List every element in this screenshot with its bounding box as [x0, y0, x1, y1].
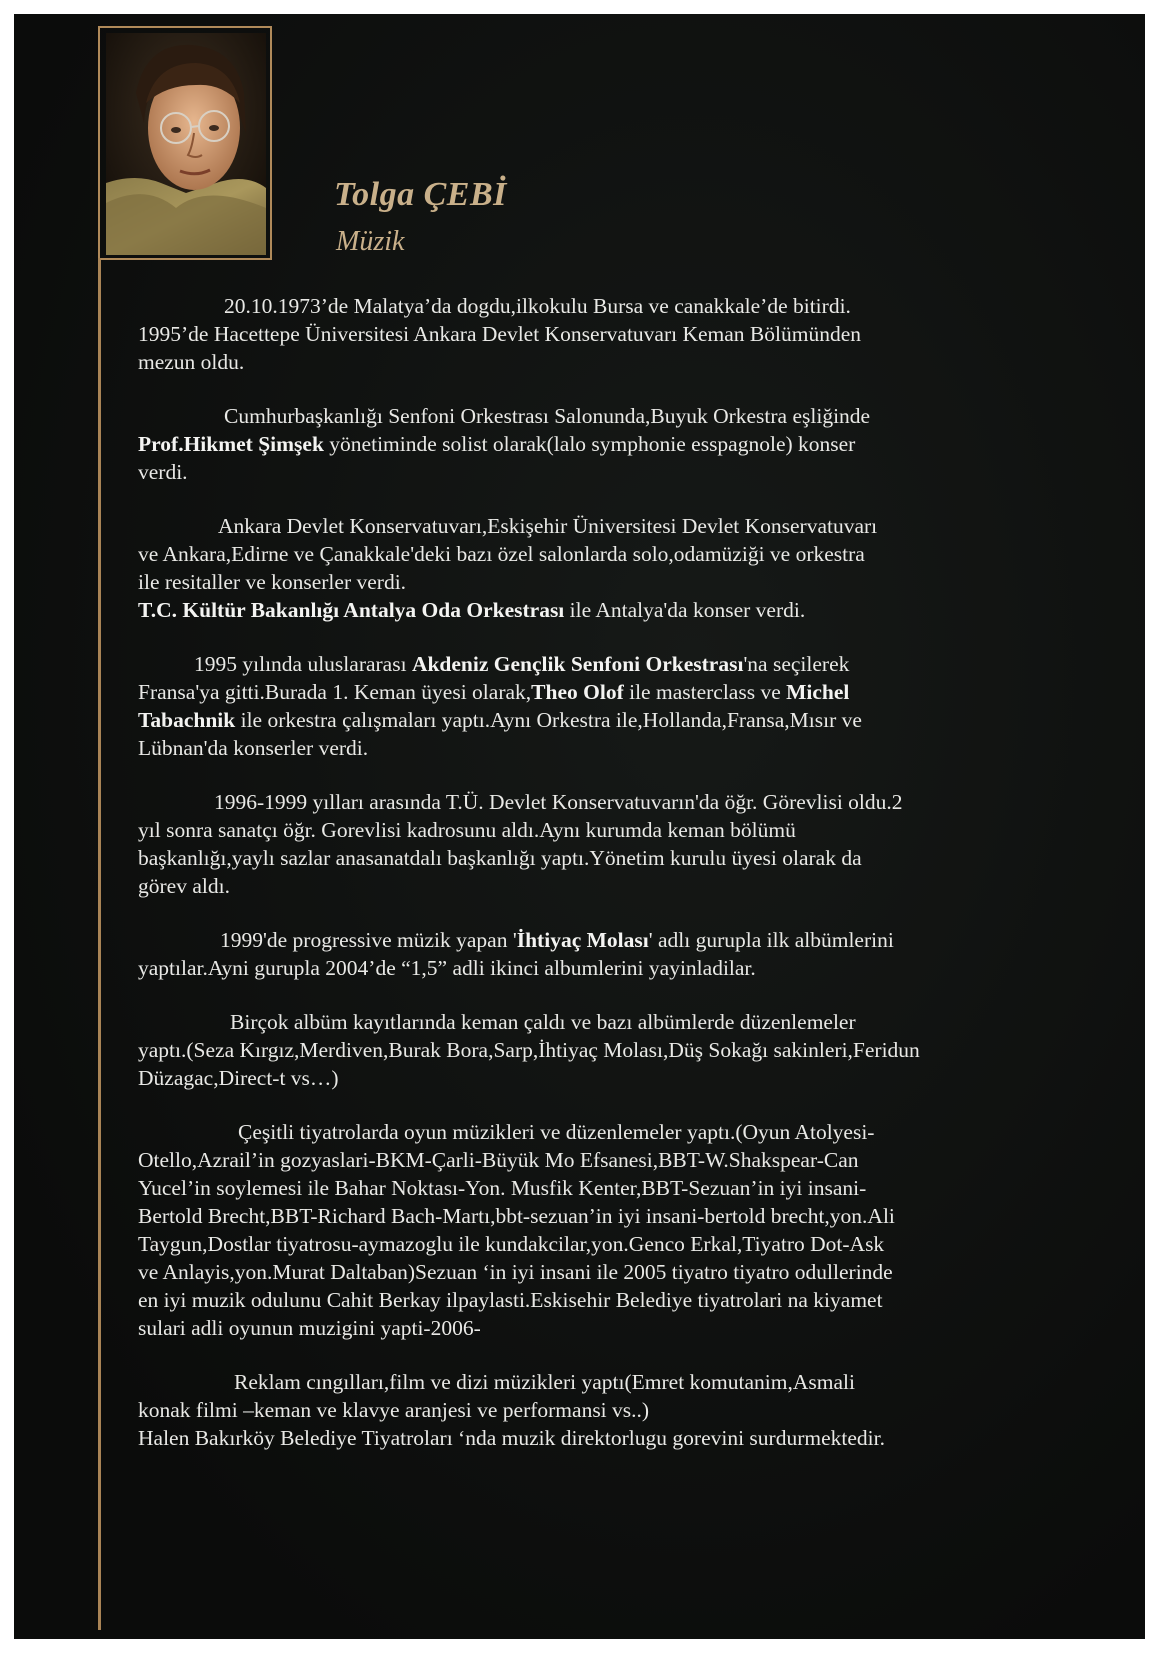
text-line: görev aldı.: [138, 874, 230, 898]
text-line: yaptılar.Ayni gurupla 2004’de “1,5” adli ikinci albumlerini yayinladilar.: [138, 956, 756, 980]
text-line: konak filmi –keman ve klavye aranjesi ve performansi vs..): [138, 1398, 650, 1422]
text-line: 20.10.1973’de Malatya’da dogdu,ilkokulu Bursa ve canakkale’de bitirdi.: [224, 294, 851, 318]
gold-vertical-rule: [98, 258, 101, 1630]
text-line: ile resitaller ve konserler verdi.: [138, 570, 407, 594]
text-line: 1996-1999 yılları arasında T.Ü. Devlet Konservatuvarın'da öğr. Görevlisi oldu.2: [214, 790, 903, 814]
text-line: Çeşitli tiyatrolarda oyun müzikleri ve düzenlemeler yaptı.(Oyun Atolyesi-: [238, 1120, 875, 1144]
bold-name: Tabachnik: [138, 708, 236, 732]
text-line: ve Anlayis,yon.Murat Daltaban)Sezuan ‘in iyi insani ile 2005 tiyatro tiyatro odullerinde: [138, 1260, 893, 1284]
bold-name: Prof.Hikmet Şimşek: [138, 432, 324, 456]
text-line: Ankara Devlet Konservatuvarı,Eskişehir Üniversitesi Devlet Konservatuvarı: [218, 514, 878, 538]
bio-paragraph-9: [138, 1368, 1018, 1452]
text-line: sulari adli oyunun muzigini yapti-2006-: [138, 1316, 481, 1340]
bio-paragraph-2: [138, 402, 1018, 486]
text-line: yönetiminde solist olarak(lalo symphonie esspagnole) konser: [323, 432, 856, 456]
text-line: Reklam cıngılları,film ve dizi müzikleri yaptı(Emret komutanim,Asmali: [234, 1370, 855, 1394]
artist-name: Tolga ÇEBİ: [334, 176, 507, 213]
text-line: yıl sonra sanatçı öğr. Gorevlisi kadrosunu aldı.Aynı kurumda keman bölümü: [138, 818, 796, 842]
artist-role: Müzik: [336, 226, 405, 257]
text-line: Taygun,Dostlar tiyatrosu-aymazoglu ile kundakcilar,yon.Genco Erkal,Tiyatro Dot-Ask: [138, 1232, 885, 1256]
text-line: 'na seçilerek: [743, 652, 850, 676]
page-background: [14, 14, 1145, 1639]
text-line: Düzagac,Direct-t vs…): [138, 1066, 339, 1090]
text-line: Yucel’in soylemesi ile Bahar Noktası-Yon. Musfik Kenter,BBT-Sezuan’in iyi insani-: [138, 1176, 867, 1200]
text-line: mezun oldu.: [138, 350, 245, 374]
bold-name: Akdeniz Gençlik Senfoni Orkestrası: [411, 652, 744, 676]
text-line: Halen Bakırköy Belediye Tiyatroları ‘nda muzik direktorlugu gorevini surdurmektedir.: [138, 1426, 885, 1450]
text-line: Lübnan'da konserler verdi.: [138, 736, 369, 760]
bio-paragraph-5: [138, 788, 1018, 900]
bio-paragraph-1: [138, 292, 1018, 376]
text-line: başkanlığı,yaylı sazlar anasanatdalı başkanlığı yaptı.Yönetim kurulu üyesi olarak da: [138, 846, 862, 870]
text-line: Bertold Brecht,BBT-Richard Bach-Martı,bbt-sezuan’in iyi insani-bertold brecht,yon.Ali: [138, 1204, 895, 1228]
text-line: 1995 yılında uluslararası: [194, 652, 412, 676]
text-line: Fransa'ya gitti.Burada 1. Keman üyesi olarak,: [138, 680, 532, 704]
bio-paragraph-4: [138, 650, 1018, 762]
bold-name: T.C. Kültür Bakanlığı Antalya Oda Orkestrası: [138, 598, 565, 622]
bold-name: Michel: [786, 680, 850, 704]
text-line: ve Ankara,Edirne ve Çanakkale'deki bazı özel salonlarda solo,odamüziği ve orkestra: [138, 542, 865, 566]
text-line: Cumhurbaşkanlığı Senfoni Orkestrası Salonunda,Buyuk Orkestra eşliğinde: [224, 404, 871, 428]
bio-paragraph-6: [138, 926, 1018, 982]
text-line: Otello,Azrail’in gozyaslari-BKM-Çarli-Büyük Mo Efsanesi,BBT-W.Shakspear-Can: [138, 1148, 859, 1172]
bold-name: Theo Olof: [531, 680, 624, 704]
biography-text: [138, 292, 1018, 1478]
text-line: ' adlı gurupla ilk albümlerini: [648, 928, 894, 952]
portrait-photo: [106, 33, 266, 255]
text-line: verdi.: [138, 460, 188, 484]
text-line: yaptı.(Seza Kırgız,Merdiven,Burak Bora,Sarp,İhtiyaç Molası,Düş Sokağı sakinleri,Feridun: [138, 1038, 920, 1062]
text-line: en iyi muzik odulunu Cahit Berkay ilpaylasti.Eskisehir Belediye tiyatrolari na kiyamet: [138, 1288, 883, 1312]
bio-paragraph-7: [138, 1008, 1018, 1092]
text-line: ile masterclass ve: [623, 680, 787, 704]
bio-paragraph-8: [138, 1118, 1018, 1342]
text-line: Birçok albüm kayıtlarında keman çaldı ve bazı albümlerde düzenlemeler: [230, 1010, 856, 1034]
text-line: ile orkestra çalışmaları yaptı.Aynı Orkestra ile,Hollanda,Fransa,Mısır ve: [235, 708, 862, 732]
bold-name: İhtiyaç Molası: [516, 928, 649, 952]
text-line: 1999'de progressive müzik yapan ': [220, 928, 517, 952]
text-line: ile Antalya'da konser verdi.: [564, 598, 806, 622]
bio-paragraph-3: [138, 512, 1018, 624]
text-line: 1995’de Hacettepe Üniversitesi Ankara Devlet Konservatuvarı Keman Bölümünden: [138, 322, 862, 346]
